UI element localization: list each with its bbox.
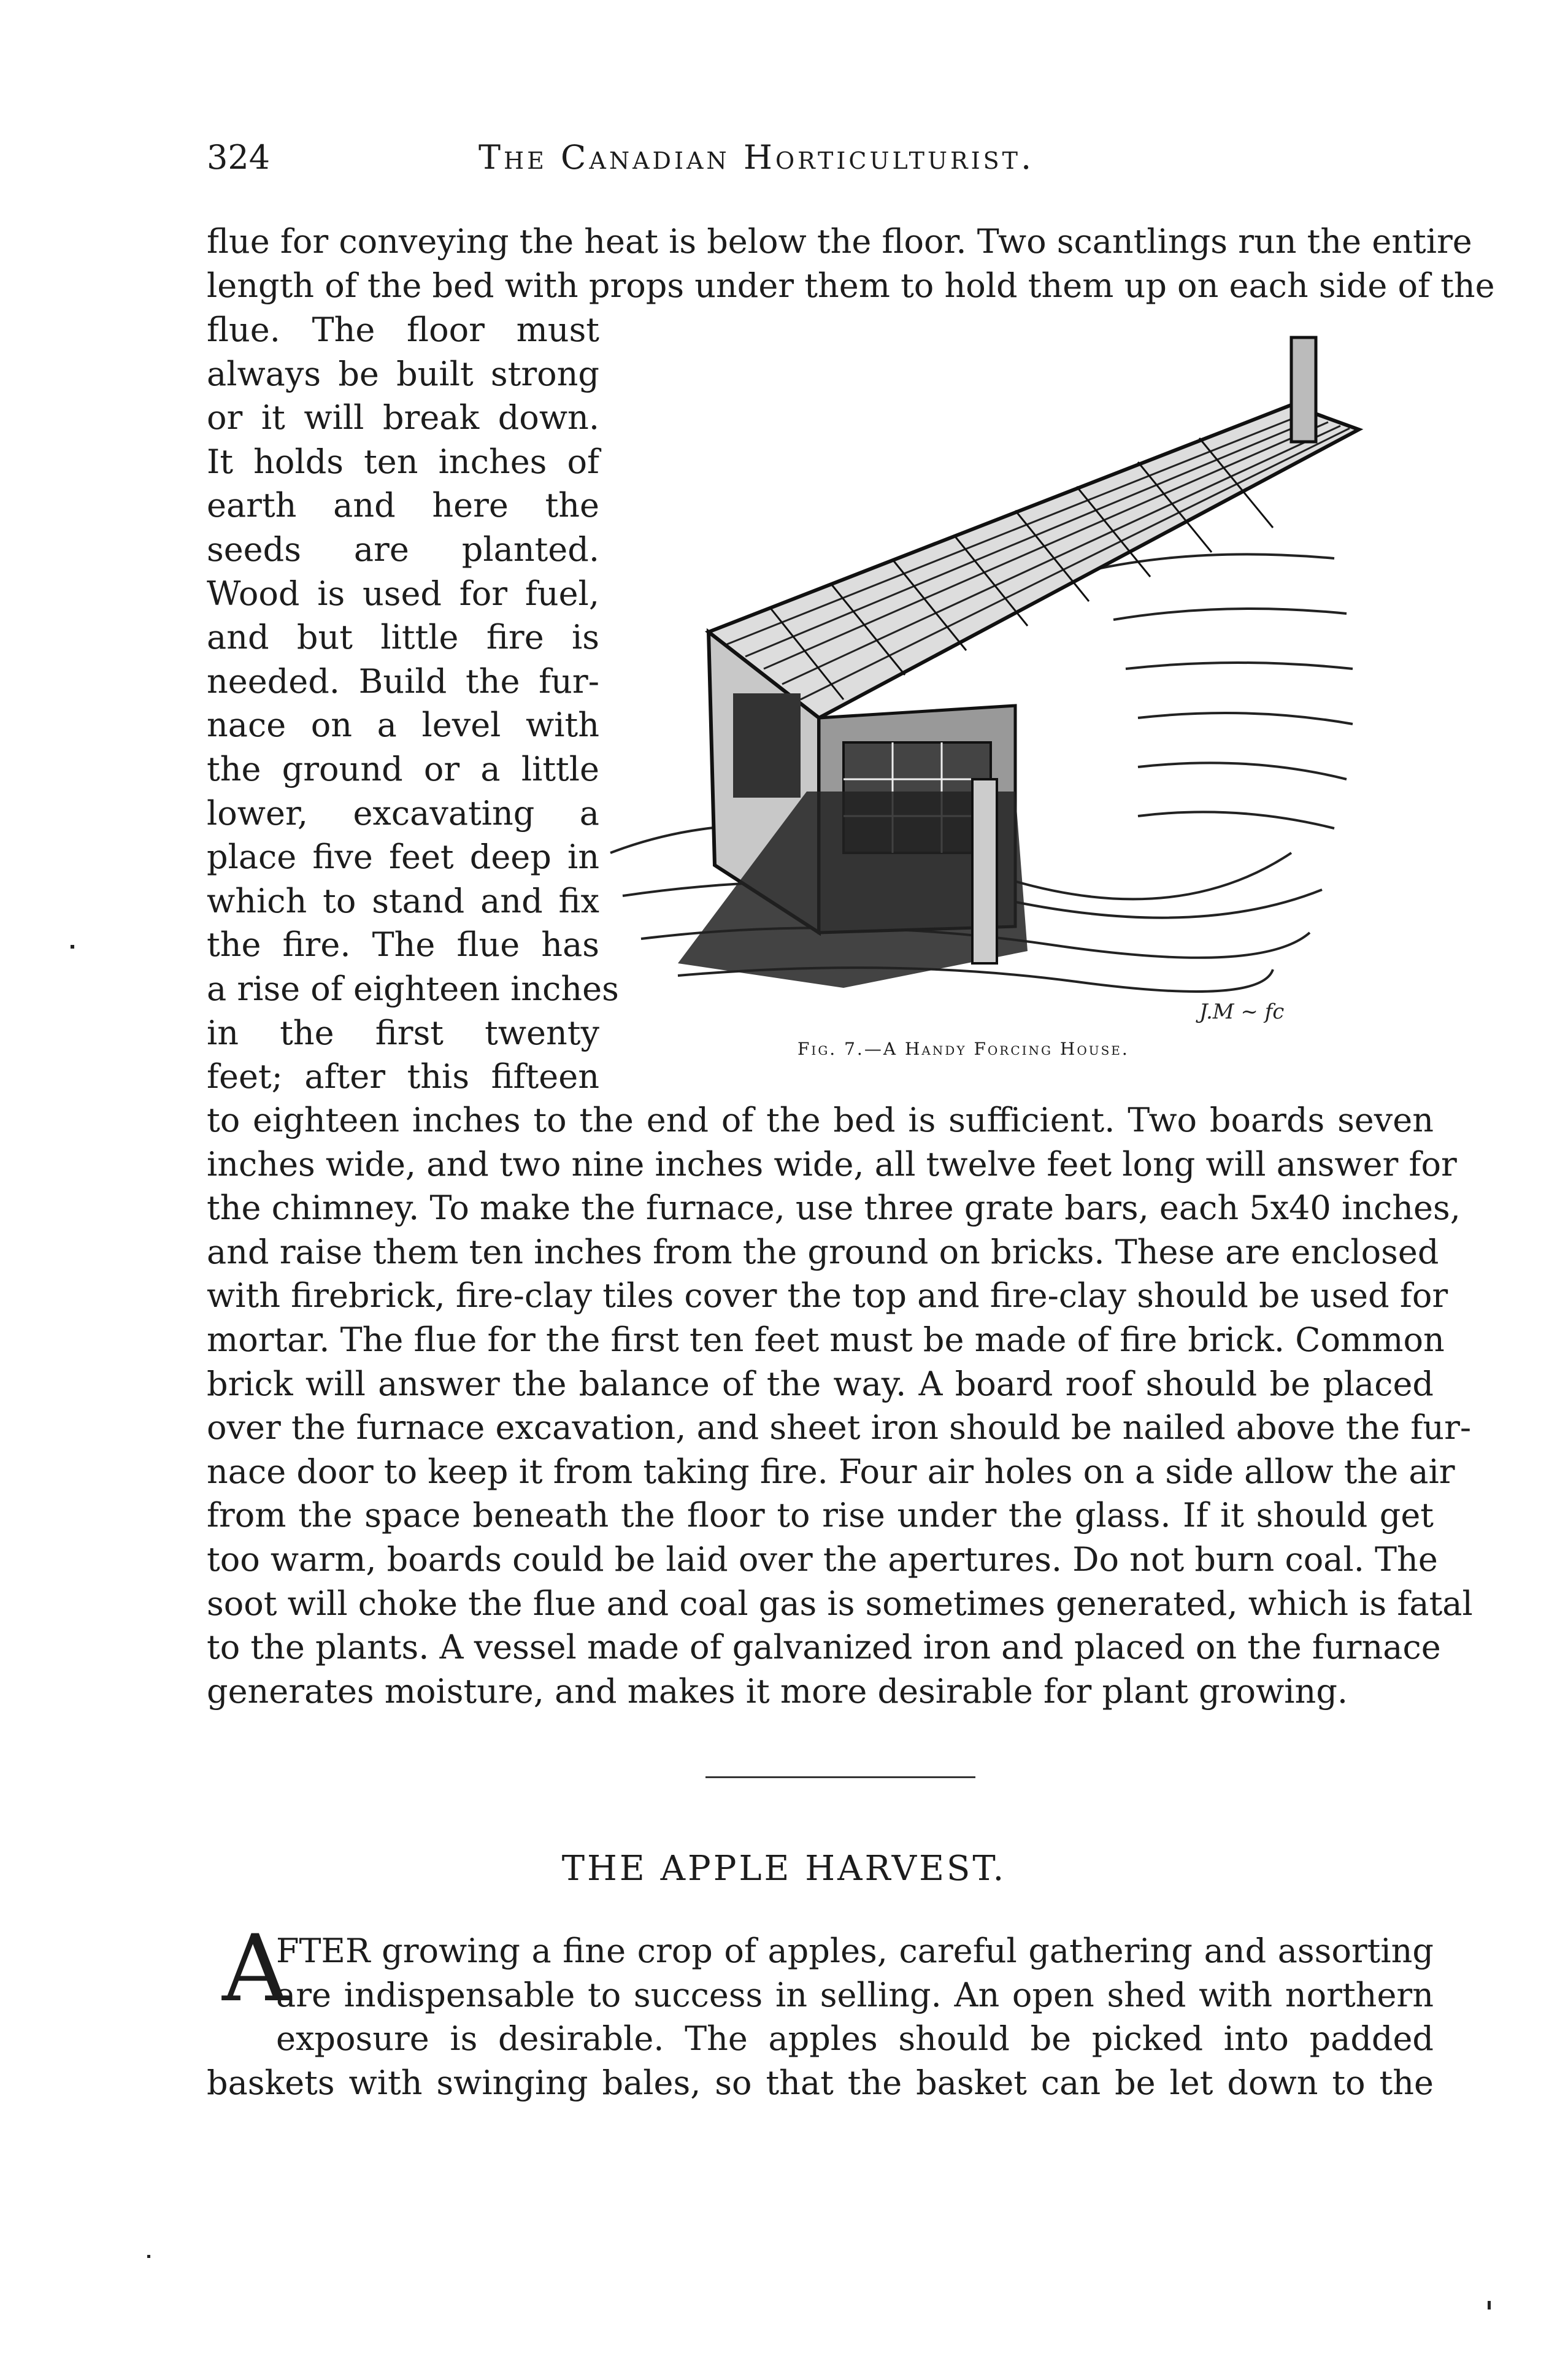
print-speck xyxy=(71,945,74,949)
text-line: brick will answer the balance of the way. A board roof should be placed xyxy=(207,1364,1434,1403)
text-line: Wood is used for fuel, xyxy=(207,574,599,613)
text-line: place five feet deep in xyxy=(207,838,599,877)
text-line: in the first twenty xyxy=(207,1013,599,1052)
text-line: and but little fire is xyxy=(207,618,599,657)
text-line: mortar. The flue for the first ten feet must be made of fire brick. Common xyxy=(207,1320,1445,1359)
text-line: to the plants. A vessel made of galvanized iron and placed on the furnace xyxy=(207,1628,1441,1667)
text-line: the fire. The flue has xyxy=(207,925,599,965)
text-line: soot will choke the flue and coal gas is sometimes generated, which is fatal xyxy=(207,1584,1473,1623)
text-line: earth and here the xyxy=(207,486,599,525)
text-line: FTER growing a fine crop of apples, careful gathering and assorting xyxy=(276,1932,1434,1970)
paragraph-top xyxy=(207,220,1495,307)
text-line: from the space beneath the floor to rise under the glass. If it should get xyxy=(207,1496,1434,1535)
text-line: It holds ten inches of xyxy=(207,442,599,481)
text-line: generates moisture, and makes it more desirable for plant growing. xyxy=(207,1671,1348,1711)
text-line: to eighteen inches to the end of the bed is sufficient. Two boards seven xyxy=(207,1101,1434,1139)
apple-harvest-paragraph xyxy=(276,1929,1434,2061)
artist-signature: J.M ~ fc xyxy=(1199,1000,1285,1024)
running-title: The Canadian Horticulturist. xyxy=(478,138,1035,177)
text-line: seeds are planted. xyxy=(207,530,599,569)
print-speck xyxy=(147,2255,150,2258)
forcing-house-illustration xyxy=(586,313,1383,1032)
text-line: inches wide, and two nine inches wide, all twelve feet long will answer for xyxy=(207,1144,1457,1184)
text-line: needed. Build the fur- xyxy=(207,661,599,701)
text-line: or it will break down. xyxy=(207,398,599,437)
paragraph-wrapped xyxy=(207,308,619,1099)
text-line: flue. The floor must xyxy=(207,310,599,349)
drop-cap: A xyxy=(222,1916,289,2022)
text-line: over the furnace excavation, and sheet iron should be nailed above the fur- xyxy=(207,1408,1472,1447)
apple-harvest-paragraph-continued xyxy=(207,2061,1434,2105)
page-number: 324 xyxy=(207,138,271,177)
text-line: flue for conveying the heat is below the floor. Two scantlings run the entire xyxy=(207,222,1472,261)
text-line: the chimney. To make the furnace, use three grate bars, each 5x40 inches, xyxy=(207,1188,1461,1228)
text-line: the ground or a little xyxy=(207,749,599,788)
figure-caption: Fig. 7.—A Handy Forcing House. xyxy=(797,1039,1129,1059)
text-line: nace on a level with xyxy=(207,706,599,745)
section-title: THE APPLE HARVEST. xyxy=(561,1849,1007,1889)
text-line: which to stand and fix xyxy=(207,881,599,920)
text-line: exposure is desirable. The apples should be picked into padded xyxy=(276,2019,1434,2059)
paragraph-lower xyxy=(207,1098,1473,1713)
text-line: lower, excavating a xyxy=(207,793,599,833)
section-divider xyxy=(705,1776,975,1778)
text-line: always be built strong xyxy=(207,354,599,393)
text-line: too warm, boards could be laid over the apertures. Do not burn coal. The xyxy=(207,1539,1438,1579)
text-line: baskets with swinging bales, so that the basket can be let down to the xyxy=(207,2063,1434,2102)
text-line: nace door to keep it from taking fire. Four air holes on a side allow the air xyxy=(207,1452,1455,1491)
text-line: with firebrick, fire-clay tiles cover the top and fire-clay should be used for xyxy=(207,1276,1448,1316)
text-line: length of the bed with props under them to hold them up on each side of the xyxy=(207,266,1495,305)
text-line: are indispensable to success in selling. An open shed with northern xyxy=(276,1975,1434,2014)
text-line: feet; after this fifteen xyxy=(207,1057,599,1096)
text-line: and raise them ten inches from the ground on bricks. These are enclosed xyxy=(207,1232,1439,1271)
print-speck xyxy=(1488,2301,1491,2310)
text-line: a rise of eighteen inches xyxy=(207,969,619,1008)
